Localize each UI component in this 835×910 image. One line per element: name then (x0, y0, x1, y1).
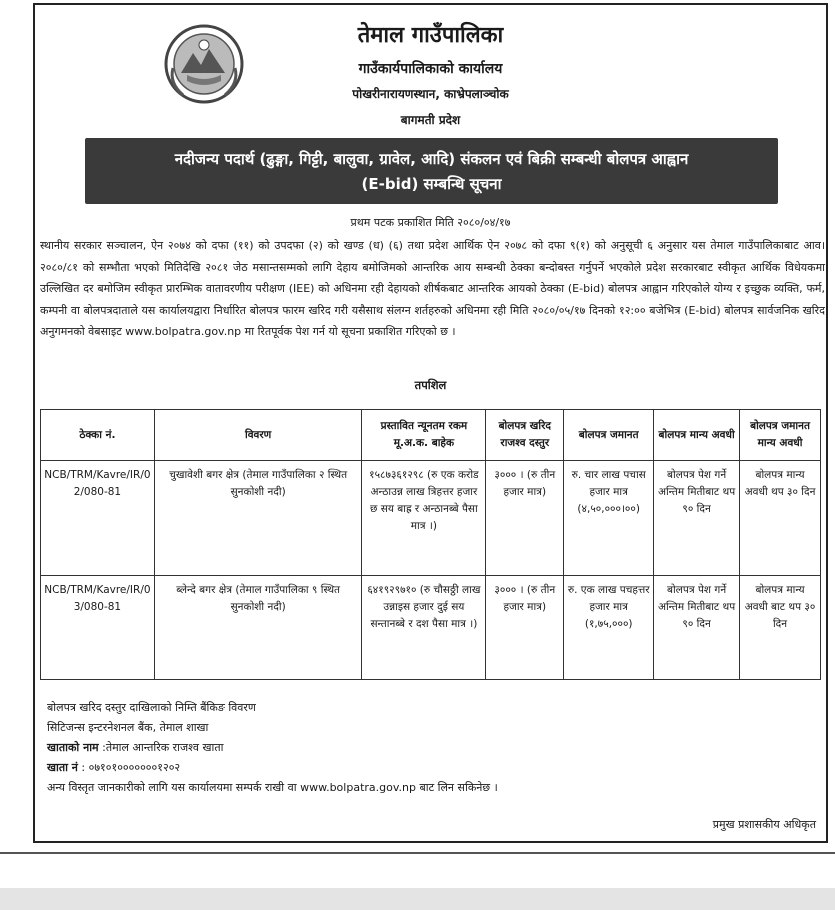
cell-bid-validity: बोलपत्र पेश गर्ने अन्तिम मितीबाट थप ९० दिन (654, 576, 740, 680)
signatory-title: प्रमुख प्रशासकीय अधिकृत (712, 818, 816, 831)
header-bid-security: बोलपत्र जमानत (564, 410, 654, 461)
publication-date: प्रथम पटक प्रकाशित मिति २०८०/०४/१७ (350, 216, 511, 229)
table-row (41, 576, 821, 680)
bank-heading: बोलपत्र खरिद दस्तुर दाखिलाको निम्ति बैंकिङ विवरण (47, 701, 256, 714)
office-address: पोखरीनारायणस्थान, काभ्रेपलाञ्चोक (352, 87, 509, 101)
bottom-band (0, 888, 835, 910)
account-name-label: खाताको नाम (47, 741, 99, 754)
divider (0, 852, 835, 854)
banner-line-2: (E-bid) सम्बन्धि सूचना (361, 175, 502, 193)
header-description: विवरण (154, 410, 362, 461)
office-name: गाउँकार्यपालिकाको कार्यालय (358, 61, 503, 77)
cell-bid-validity: बोलपत्र पेश गर्ने अन्तिम मितीबाट थप ९० दिन (654, 461, 740, 576)
cell-min-amount: १५८७३६१२९८ (रु एक करोड अन्ठाउन्न लाख त्रिहत्तर हजार छ सय बाह्र र अन्ठानब्बे पैसा मात्र ।) (362, 461, 486, 576)
cell-description: ब्लेन्दे बगर क्षेत्र (तेमाल गाउँपालिका ९ स्थित सुनकोशी नदी) (154, 576, 362, 680)
account-number-label: खाता नं (47, 761, 78, 774)
notice-banner (85, 138, 778, 204)
contact-text: अन्य विस्तृत जानकारीको लागि यस कार्यालयमा सम्पर्क राखी वा www.bolpatra.gov.np बाट लिन सकिनेछ । (47, 781, 498, 794)
cell-bid-fee: ३००० । (रु तीन हजार मात्र) (486, 576, 564, 680)
cell-security-validity: बोलपत्र मान्य अवधी बाट थप ३० दिन (740, 576, 821, 680)
account-name-line (47, 738, 817, 758)
header-bid-validity: बोलपत्र मान्य अवधी (654, 410, 740, 461)
municipality-title: तेमाल गाउँपालिका (357, 23, 504, 48)
province-name: बागमती प्रदेश (400, 113, 461, 127)
cell-security-validity: बोलपत्र मान्य अवधी थप ३० दिन (740, 461, 821, 576)
header-min-amount: प्रस्तावित न्यूनतम रकम मू.अ.क. बाहेक (362, 410, 486, 461)
table-row (41, 461, 821, 576)
account-name-value: :तेमाल आन्तरिक राजश्व खाता (102, 741, 224, 754)
header-security-validity: बोलपत्र जमानत मान्य अवधी (740, 410, 821, 461)
cell-bid-security: रु. एक लाख पचहत्तर हजार मात्र (१,७५,०००) (564, 576, 654, 680)
bank-details (47, 698, 817, 798)
header-contract-no: ठेक्का नं. (41, 410, 155, 461)
banner-line-1: नदीजन्य पदार्थ (ढुङ्गा, गिट्टी, बालुवा, ग्रावेल, आदि) संकलन एवं बिक्री सम्बन्धी बोलपत्र आह्वान (174, 150, 689, 168)
cell-bid-fee: ३००० । (रु तीन हजार मात्र) (486, 461, 564, 576)
account-number-line (47, 758, 817, 778)
notice-body: स्थानीय सरकार सञ्चालन, ऐन २०७४ को दफा (११) को उपदफा (२) को खण्ड (ध) (६) तथा प्रदेश आर्थिक ऐन २०७८ को दफा ९(१) को अनुसूची ६ अनुसार यस तेमाल गाउँपालिकाबाट आव। २०८०/८१ को सम्भौता भएको मितिदेखि २०८१ जेठ मसान्तसम्मको लागि देहाय बमोजिमको आन्तरिक आय सम्बन्धी ठेक्का बन्दोबस्त गर्नुपर्ने भएकोले प्रदेश सरकारबाट स्वीकृत आर्थिक विधेयकमा उल्लिखित दर बमोजिम स्वीकृत प्रारम्भिक वातावरणीय परीक्षण (IEE) को अधिनमा रही देहायको शीर्षकबाट आन्तरिक आयको ठेक्का (E-bid) बोलपत्र आह्वान गरिएकोले योग्य र इच्छुक व्यक्ति, फर्म, कम्पनी वा बोलपत्रदाताले यस कार्यालयद्वारा निर्धारित बोलपत्र फारम खरिद गरी यसैसाथ संलग्न शर्तहरुको अधिनमा रही मिति २०८०/०५/१७ दिनको १२:०० बजेभित्र (E-bid) बोलपत्र सार्वजनिक खरिद अनुगमनको वेबसाइट www.bolpatra.gov.np मा रितपूर्वक पेश गर्न यो सूचना प्रकाशित गरिएको छ । (40, 239, 825, 338)
table-title: तपशिल (414, 378, 447, 392)
cell-description: चुखावेशी बगर क्षेत्र (तेमाल गाउँपालिका २ स्थित सुनकोशी नदी) (154, 461, 362, 576)
bank-name: सिटिजन्स इन्टरनेशनल बैंक, तेमाल शाखा (47, 721, 209, 734)
contract-table (40, 409, 821, 680)
cell-bid-security: रु. चार लाख पचास हजार मात्र (४,५०,०००।००) (564, 461, 654, 576)
header-bid-fee: बोलपत्र खरिद राजश्व दस्तुर (486, 410, 564, 461)
public-notice (33, 3, 828, 843)
cell-contract-no: NCB/TRM/Kavre/IR/02/080-81 (41, 461, 155, 576)
cell-contract-no: NCB/TRM/Kavre/IR/03/080-81 (41, 576, 155, 680)
account-number-value: : ०७१०१०००००००१२०२ (81, 761, 181, 774)
table-header-row (41, 410, 821, 461)
cell-min-amount: ६४१९२९७१० (रु चौसठ्ठी लाख उन्नाइस हजार दुई सय सन्तानब्बे र दश पैसा मात्र ।) (362, 576, 486, 680)
